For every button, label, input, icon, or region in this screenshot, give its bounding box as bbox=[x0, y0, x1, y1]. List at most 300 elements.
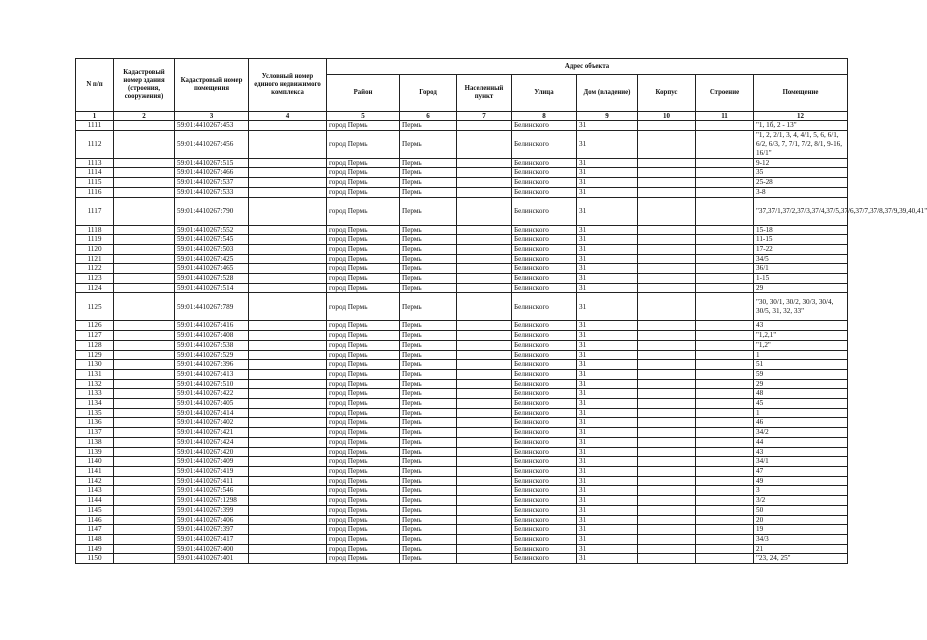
table-row bbox=[76, 486, 848, 496]
row-number: 1133 bbox=[76, 389, 114, 399]
premises-cell: 44 bbox=[754, 437, 848, 447]
district-cell: город Пермь bbox=[327, 428, 400, 438]
street-cell: Белинского bbox=[512, 178, 577, 188]
korpus-cell bbox=[638, 274, 696, 284]
settlement-cell bbox=[457, 496, 512, 506]
korpus-cell bbox=[638, 369, 696, 379]
city-cell: Пермь bbox=[400, 293, 457, 321]
row-number: 1135 bbox=[76, 408, 114, 418]
row-number: 1124 bbox=[76, 283, 114, 293]
district-cell: город Пермь bbox=[327, 534, 400, 544]
settlement-cell bbox=[457, 389, 512, 399]
row-number: 1115 bbox=[76, 178, 114, 188]
street-cell: Белинского bbox=[512, 457, 577, 467]
district-cell: город Пермь bbox=[327, 389, 400, 399]
structure-cell bbox=[696, 254, 754, 264]
complex-number-cell bbox=[249, 505, 327, 515]
korpus-cell bbox=[638, 350, 696, 360]
row-number: 1136 bbox=[76, 418, 114, 428]
row-number: 1132 bbox=[76, 379, 114, 389]
settlement-cell bbox=[457, 187, 512, 197]
street-cell: Белинского bbox=[512, 235, 577, 245]
premises-cell: 46 bbox=[754, 418, 848, 428]
city-cell: Пермь bbox=[400, 525, 457, 535]
room-cadastral-cell: 59:01:4410267:411 bbox=[175, 476, 249, 486]
settlement-cell bbox=[457, 235, 512, 245]
room-cadastral-cell: 59:01:4410267:503 bbox=[175, 244, 249, 254]
premises-cell: 1 bbox=[754, 350, 848, 360]
korpus-cell bbox=[638, 389, 696, 399]
korpus-cell bbox=[638, 399, 696, 409]
city-cell: Пермь bbox=[400, 544, 457, 554]
structure-cell bbox=[696, 447, 754, 457]
street-cell: Белинского bbox=[512, 283, 577, 293]
korpus-cell bbox=[638, 534, 696, 544]
table-row bbox=[76, 197, 848, 225]
row-number: 1111 bbox=[76, 121, 114, 131]
house-cell: 31 bbox=[577, 235, 638, 245]
header-complex-number: Условный номер единого недвижимого комплекса bbox=[249, 59, 327, 112]
complex-number-cell bbox=[249, 476, 327, 486]
table-row bbox=[76, 428, 848, 438]
korpus-cell bbox=[638, 293, 696, 321]
house-cell: 31 bbox=[577, 525, 638, 535]
room-cadastral-cell: 59:01:4410267:425 bbox=[175, 254, 249, 264]
complex-number-cell bbox=[249, 158, 327, 168]
room-cadastral-cell: 59:01:4410267:538 bbox=[175, 340, 249, 350]
room-cadastral-cell: 59:01:4410267:397 bbox=[175, 525, 249, 535]
table-row bbox=[76, 466, 848, 476]
room-cadastral-cell: 59:01:4410267:552 bbox=[175, 225, 249, 235]
korpus-cell bbox=[638, 283, 696, 293]
street-cell: Белинского bbox=[512, 379, 577, 389]
building-cadastral-cell bbox=[114, 466, 175, 476]
header-korpus: Корпус bbox=[638, 75, 696, 112]
room-cadastral-cell: 59:01:4410267:417 bbox=[175, 534, 249, 544]
settlement-cell bbox=[457, 399, 512, 409]
korpus-cell bbox=[638, 340, 696, 350]
settlement-cell bbox=[457, 369, 512, 379]
city-cell: Пермь bbox=[400, 476, 457, 486]
street-cell: Белинского bbox=[512, 408, 577, 418]
complex-number-cell bbox=[249, 447, 327, 457]
complex-number-cell bbox=[249, 554, 327, 564]
table-row bbox=[76, 254, 848, 264]
table-row bbox=[76, 350, 848, 360]
house-cell: 31 bbox=[577, 197, 638, 225]
column-index: 7 bbox=[457, 112, 512, 121]
street-cell: Белинского bbox=[512, 418, 577, 428]
table-header bbox=[76, 59, 848, 121]
building-cadastral-cell bbox=[114, 457, 175, 467]
room-cadastral-cell: 59:01:4410267:406 bbox=[175, 515, 249, 525]
row-number: 1137 bbox=[76, 428, 114, 438]
premises-cell: "37,37/1,37/2,37/3,37/4,37/5,37/6,37/7,37/8,37/9,39,40,41" bbox=[754, 197, 848, 225]
street-cell: Белинского bbox=[512, 225, 577, 235]
street-cell: Белинского bbox=[512, 168, 577, 178]
korpus-cell bbox=[638, 130, 696, 158]
korpus-cell bbox=[638, 121, 696, 131]
district-cell: город Пермь bbox=[327, 466, 400, 476]
city-cell: Пермь bbox=[400, 399, 457, 409]
house-cell: 31 bbox=[577, 476, 638, 486]
district-cell: город Пермь bbox=[327, 525, 400, 535]
row-number: 1140 bbox=[76, 457, 114, 467]
city-cell: Пермь bbox=[400, 447, 457, 457]
structure-cell bbox=[696, 534, 754, 544]
settlement-cell bbox=[457, 178, 512, 188]
korpus-cell bbox=[638, 418, 696, 428]
street-cell: Белинского bbox=[512, 437, 577, 447]
structure-cell bbox=[696, 515, 754, 525]
street-cell: Белинского bbox=[512, 466, 577, 476]
street-cell: Белинского bbox=[512, 264, 577, 274]
room-cadastral-cell: 59:01:4410267:466 bbox=[175, 168, 249, 178]
premises-cell: "30, 30/1, 30/2, 30/3, 30/4, 30/5, 31, 32, 33" bbox=[754, 293, 848, 321]
table-row bbox=[76, 408, 848, 418]
room-cadastral-cell: 59:01:4410267:529 bbox=[175, 350, 249, 360]
settlement-cell bbox=[457, 379, 512, 389]
premises-cell: 20 bbox=[754, 515, 848, 525]
structure-cell bbox=[696, 158, 754, 168]
district-cell: город Пермь bbox=[327, 340, 400, 350]
building-cadastral-cell bbox=[114, 293, 175, 321]
settlement-cell bbox=[457, 534, 512, 544]
header-settlement: Населенный пункт bbox=[457, 75, 512, 112]
premises-cell: 11-15 bbox=[754, 235, 848, 245]
room-cadastral-cell: 59:01:4410267:420 bbox=[175, 447, 249, 457]
row-number: 1143 bbox=[76, 486, 114, 496]
settlement-cell bbox=[457, 197, 512, 225]
building-cadastral-cell bbox=[114, 321, 175, 331]
complex-number-cell bbox=[249, 544, 327, 554]
settlement-cell bbox=[457, 264, 512, 274]
column-index: 2 bbox=[114, 112, 175, 121]
complex-number-cell bbox=[249, 525, 327, 535]
complex-number-cell bbox=[249, 225, 327, 235]
table-row bbox=[76, 418, 848, 428]
street-cell: Белинского bbox=[512, 399, 577, 409]
building-cadastral-cell bbox=[114, 121, 175, 131]
premises-cell: 3/2 bbox=[754, 496, 848, 506]
settlement-cell bbox=[457, 466, 512, 476]
street-cell: Белинского bbox=[512, 293, 577, 321]
structure-cell bbox=[696, 496, 754, 506]
header-room-cadastral: Кадастровый номер помещения bbox=[175, 59, 249, 112]
complex-number-cell bbox=[249, 418, 327, 428]
building-cadastral-cell bbox=[114, 437, 175, 447]
house-cell: 31 bbox=[577, 360, 638, 370]
room-cadastral-cell: 59:01:4410267:400 bbox=[175, 544, 249, 554]
complex-number-cell bbox=[249, 254, 327, 264]
building-cadastral-cell bbox=[114, 350, 175, 360]
structure-cell bbox=[696, 130, 754, 158]
district-cell: город Пермь bbox=[327, 350, 400, 360]
room-cadastral-cell: 59:01:4410267:405 bbox=[175, 399, 249, 409]
building-cadastral-cell bbox=[114, 379, 175, 389]
table-row bbox=[76, 379, 848, 389]
house-cell: 31 bbox=[577, 369, 638, 379]
structure-cell bbox=[696, 466, 754, 476]
room-cadastral-cell: 59:01:4410267:413 bbox=[175, 369, 249, 379]
room-cadastral-cell: 59:01:4410267:414 bbox=[175, 408, 249, 418]
house-cell: 31 bbox=[577, 428, 638, 438]
district-cell: город Пермь bbox=[327, 121, 400, 131]
settlement-cell bbox=[457, 168, 512, 178]
structure-cell bbox=[696, 187, 754, 197]
premises-cell: "1, 1б, 2 - 13" bbox=[754, 121, 848, 131]
building-cadastral-cell bbox=[114, 408, 175, 418]
structure-cell bbox=[696, 486, 754, 496]
premises-cell: "1, 2, 2/1, 3, 4, 4/1, 5, 6, 6/1, 6/2, 6/3, 7, 7/1, 7/2, 8/1, 9-16, 16/1" bbox=[754, 130, 848, 158]
house-cell: 31 bbox=[577, 466, 638, 476]
premises-cell: 17-22 bbox=[754, 244, 848, 254]
room-cadastral-cell: 59:01:4410267:528 bbox=[175, 274, 249, 284]
settlement-cell bbox=[457, 457, 512, 467]
district-cell: город Пермь bbox=[327, 235, 400, 245]
table-row bbox=[76, 158, 848, 168]
settlement-cell bbox=[457, 447, 512, 457]
room-cadastral-cell: 59:01:4410267:399 bbox=[175, 505, 249, 515]
korpus-cell bbox=[638, 360, 696, 370]
premises-cell: "23, 24, 25" bbox=[754, 554, 848, 564]
table-row bbox=[76, 293, 848, 321]
room-cadastral-cell: 59:01:4410267:456 bbox=[175, 130, 249, 158]
column-index: 1 bbox=[76, 112, 114, 121]
structure-cell bbox=[696, 264, 754, 274]
korpus-cell bbox=[638, 496, 696, 506]
house-cell: 31 bbox=[577, 534, 638, 544]
room-cadastral-cell: 59:01:4410267:537 bbox=[175, 178, 249, 188]
row-number: 1131 bbox=[76, 369, 114, 379]
korpus-cell bbox=[638, 466, 696, 476]
structure-cell bbox=[696, 340, 754, 350]
house-cell: 31 bbox=[577, 264, 638, 274]
building-cadastral-cell bbox=[114, 399, 175, 409]
building-cadastral-cell bbox=[114, 418, 175, 428]
complex-number-cell bbox=[249, 466, 327, 476]
complex-number-cell bbox=[249, 437, 327, 447]
house-cell: 31 bbox=[577, 379, 638, 389]
table-row bbox=[76, 321, 848, 331]
register-page bbox=[75, 58, 927, 564]
complex-number-cell bbox=[249, 197, 327, 225]
complex-number-cell bbox=[249, 428, 327, 438]
settlement-cell bbox=[457, 225, 512, 235]
house-cell: 31 bbox=[577, 399, 638, 409]
district-cell: город Пермь bbox=[327, 187, 400, 197]
street-cell: Белинского bbox=[512, 331, 577, 341]
complex-number-cell bbox=[249, 350, 327, 360]
premises-cell: 51 bbox=[754, 360, 848, 370]
building-cadastral-cell bbox=[114, 505, 175, 515]
settlement-cell bbox=[457, 437, 512, 447]
row-number: 1126 bbox=[76, 321, 114, 331]
row-number: 1122 bbox=[76, 264, 114, 274]
city-cell: Пермь bbox=[400, 321, 457, 331]
premises-cell: 47 bbox=[754, 466, 848, 476]
korpus-cell bbox=[638, 197, 696, 225]
complex-number-cell bbox=[249, 293, 327, 321]
structure-cell bbox=[696, 360, 754, 370]
premises-cell: 34/2 bbox=[754, 428, 848, 438]
house-cell: 31 bbox=[577, 187, 638, 197]
city-cell: Пермь bbox=[400, 496, 457, 506]
building-cadastral-cell bbox=[114, 447, 175, 457]
district-cell: город Пермь bbox=[327, 447, 400, 457]
district-cell: город Пермь bbox=[327, 369, 400, 379]
korpus-cell bbox=[638, 437, 696, 447]
premises-cell: 45 bbox=[754, 399, 848, 409]
table-row bbox=[76, 121, 848, 131]
column-index: 3 bbox=[175, 112, 249, 121]
street-cell: Белинского bbox=[512, 254, 577, 264]
column-index: 8 bbox=[512, 112, 577, 121]
complex-number-cell bbox=[249, 457, 327, 467]
column-index: 5 bbox=[327, 112, 400, 121]
complex-number-cell bbox=[249, 360, 327, 370]
house-cell: 31 bbox=[577, 331, 638, 341]
district-cell: город Пермь bbox=[327, 515, 400, 525]
structure-cell bbox=[696, 389, 754, 399]
korpus-cell bbox=[638, 331, 696, 341]
house-cell: 31 bbox=[577, 244, 638, 254]
house-cell: 31 bbox=[577, 254, 638, 264]
premises-cell: 9-12 bbox=[754, 158, 848, 168]
building-cadastral-cell bbox=[114, 274, 175, 284]
table-row bbox=[76, 496, 848, 506]
structure-cell bbox=[696, 408, 754, 418]
korpus-cell bbox=[638, 178, 696, 188]
district-cell: город Пермь bbox=[327, 197, 400, 225]
complex-number-cell bbox=[249, 121, 327, 131]
structure-cell bbox=[696, 399, 754, 409]
settlement-cell bbox=[457, 476, 512, 486]
row-number: 1129 bbox=[76, 350, 114, 360]
district-cell: город Пермь bbox=[327, 168, 400, 178]
structure-cell bbox=[696, 476, 754, 486]
header-district: Район bbox=[327, 75, 400, 112]
structure-cell bbox=[696, 121, 754, 131]
korpus-cell bbox=[638, 554, 696, 564]
table-row bbox=[76, 544, 848, 554]
settlement-cell bbox=[457, 340, 512, 350]
district-cell: город Пермь bbox=[327, 408, 400, 418]
row-number: 1141 bbox=[76, 466, 114, 476]
house-cell: 31 bbox=[577, 554, 638, 564]
building-cadastral-cell bbox=[114, 283, 175, 293]
room-cadastral-cell: 59:01:4410267:401 bbox=[175, 554, 249, 564]
complex-number-cell bbox=[249, 399, 327, 409]
complex-number-cell bbox=[249, 130, 327, 158]
city-cell: Пермь bbox=[400, 225, 457, 235]
structure-cell bbox=[696, 283, 754, 293]
settlement-cell bbox=[457, 254, 512, 264]
settlement-cell bbox=[457, 515, 512, 525]
premises-cell: 59 bbox=[754, 369, 848, 379]
room-cadastral-cell: 59:01:4410267:789 bbox=[175, 293, 249, 321]
city-cell: Пермь bbox=[400, 264, 457, 274]
complex-number-cell bbox=[249, 515, 327, 525]
district-cell: город Пермь bbox=[327, 399, 400, 409]
building-cadastral-cell bbox=[114, 197, 175, 225]
building-cadastral-cell bbox=[114, 235, 175, 245]
table-row bbox=[76, 331, 848, 341]
table-row bbox=[76, 187, 848, 197]
premises-cell: 29 bbox=[754, 283, 848, 293]
korpus-cell bbox=[638, 264, 696, 274]
room-cadastral-cell: 59:01:4410267:422 bbox=[175, 389, 249, 399]
korpus-cell bbox=[638, 321, 696, 331]
structure-cell bbox=[696, 554, 754, 564]
house-cell: 31 bbox=[577, 350, 638, 360]
settlement-cell bbox=[457, 274, 512, 284]
street-cell: Белинского bbox=[512, 244, 577, 254]
city-cell: Пермь bbox=[400, 331, 457, 341]
column-index: 12 bbox=[754, 112, 848, 121]
complex-number-cell bbox=[249, 168, 327, 178]
city-cell: Пермь bbox=[400, 197, 457, 225]
district-cell: город Пермь bbox=[327, 505, 400, 515]
house-cell: 31 bbox=[577, 340, 638, 350]
district-cell: город Пермь bbox=[327, 457, 400, 467]
premises-cell: 50 bbox=[754, 505, 848, 515]
street-cell: Белинского bbox=[512, 360, 577, 370]
structure-cell bbox=[696, 197, 754, 225]
district-cell: город Пермь bbox=[327, 158, 400, 168]
street-cell: Белинского bbox=[512, 130, 577, 158]
premises-cell: 15-18 bbox=[754, 225, 848, 235]
street-cell: Белинского bbox=[512, 447, 577, 457]
district-cell: город Пермь bbox=[327, 476, 400, 486]
settlement-cell bbox=[457, 408, 512, 418]
city-cell: Пермь bbox=[400, 379, 457, 389]
structure-cell bbox=[696, 235, 754, 245]
building-cadastral-cell bbox=[114, 369, 175, 379]
district-cell: город Пермь bbox=[327, 331, 400, 341]
building-cadastral-cell bbox=[114, 331, 175, 341]
street-cell: Белинского bbox=[512, 486, 577, 496]
structure-cell bbox=[696, 544, 754, 554]
table-row bbox=[76, 283, 848, 293]
street-cell: Белинского bbox=[512, 554, 577, 564]
building-cadastral-cell bbox=[114, 360, 175, 370]
structure-cell bbox=[696, 321, 754, 331]
house-cell: 31 bbox=[577, 486, 638, 496]
complex-number-cell bbox=[249, 369, 327, 379]
settlement-cell bbox=[457, 293, 512, 321]
house-cell: 31 bbox=[577, 121, 638, 131]
table-row bbox=[76, 534, 848, 544]
structure-cell bbox=[696, 379, 754, 389]
column-index: 11 bbox=[696, 112, 754, 121]
room-cadastral-cell: 59:01:4410267:545 bbox=[175, 235, 249, 245]
street-cell: Белинского bbox=[512, 476, 577, 486]
settlement-cell bbox=[457, 331, 512, 341]
district-cell: город Пермь bbox=[327, 321, 400, 331]
street-cell: Белинского bbox=[512, 505, 577, 515]
street-cell: Белинского bbox=[512, 158, 577, 168]
row-number: 1123 bbox=[76, 274, 114, 284]
house-cell: 31 bbox=[577, 130, 638, 158]
table-row bbox=[76, 130, 848, 158]
korpus-cell bbox=[638, 515, 696, 525]
korpus-cell bbox=[638, 457, 696, 467]
row-number: 1120 bbox=[76, 244, 114, 254]
settlement-cell bbox=[457, 350, 512, 360]
row-number: 1146 bbox=[76, 515, 114, 525]
structure-cell bbox=[696, 331, 754, 341]
